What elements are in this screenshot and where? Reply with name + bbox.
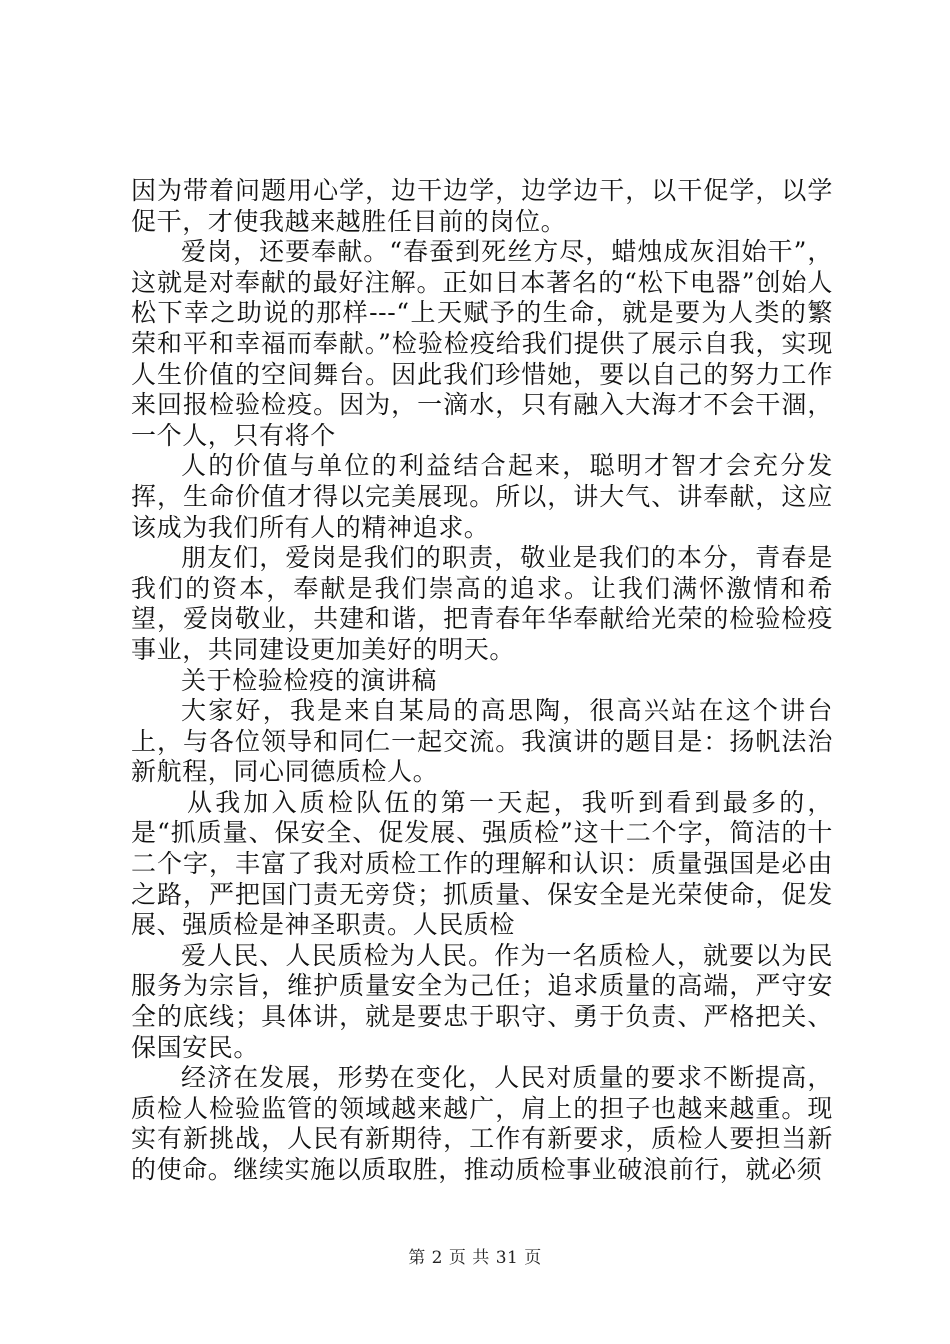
document-body bbox=[131, 176, 833, 1186]
paragraph-7: 从我加入质检队伍的第一天起，我听到看到最多的，是“抓质量、保安全、促发展、强质检”这十二个字，简洁的十二个字，丰富了我对质检工作的理解和认识：质量强国是必由之路，严把国门责无旁贷；抓质量、保安全是光荣使命，促发展、强质检是神圣职责。人民质检 bbox=[131, 787, 833, 940]
paragraph-8: 爱人民、人民质检为人民。作为一名质检人，就要以为民服务为宗旨，维护质量安全为己任；追求质量的高端，严守安全的底线；具体讲，就是要忠于职守、勇于负责、严格把关、保国安民。 bbox=[131, 940, 833, 1062]
section-title: 关于检验检疫的演讲稿 bbox=[181, 665, 438, 695]
paragraph-2: 爱岗，还要奉献。“春蚕到死丝方尽，蜡烛成灰泪始干”，这就是对奉献的最好注解。正如日本著名的“松下电器”创始人松下幸之助说的那样---“上天赋予的生命，就是要为人类的繁荣和平和幸福而奉献。”检验检疫给我们提供了展示自我，实现人生价值的空间舞台。因此我们珍惜她，要以自己的努力工作来回报检验检疫。因为，一滴水，只有融入大海才不会干涸，一个人，只有将个 bbox=[131, 237, 833, 450]
paragraph-9: 经济在发展，形势在变化，人民对质量的要求不断提高，质检人检验监管的领域越来越广，肩上的担子也越来越重。现实有新挑战，人民有新期待，工作有新要求，质检人要担当新的使命。继续实施以质取胜，推动质检事业破浪前行，就必须 bbox=[131, 1063, 833, 1184]
paragraph-6: 大家好，我是来自某局的高思陶，很高兴站在这个讲台上，与各位领导和同仁一起交流。我演讲的题目是：扬帆法治新航程，同心同德质检人。 bbox=[131, 696, 833, 787]
paragraph-3: 人的价值与单位的利益结合起来，聪明才智才会充分发挥，生命价值才得以完美展现。所以，讲大气、讲奉献，这应该成为我们所有人的精神追求。 bbox=[131, 451, 833, 542]
paragraph-4: 朋友们，爱岗是我们的职责，敬业是我们的本分，青春是我们的资本，奉献是我们崇高的追求。让我们满怀激情和希望，爱岗敬业，共建和谐，把青春年华奉献给光荣的检验检疫事业，共同建设更加美好的明天。 bbox=[131, 543, 833, 664]
paragraph-1: 因为带着问题用心学，边干边学，边学边干，以干促学，以学促干，才使我越来越胜任目前的岗位。 bbox=[131, 176, 833, 236]
page-footer: 第 2 页 共 31 页 bbox=[408, 1248, 542, 1268]
